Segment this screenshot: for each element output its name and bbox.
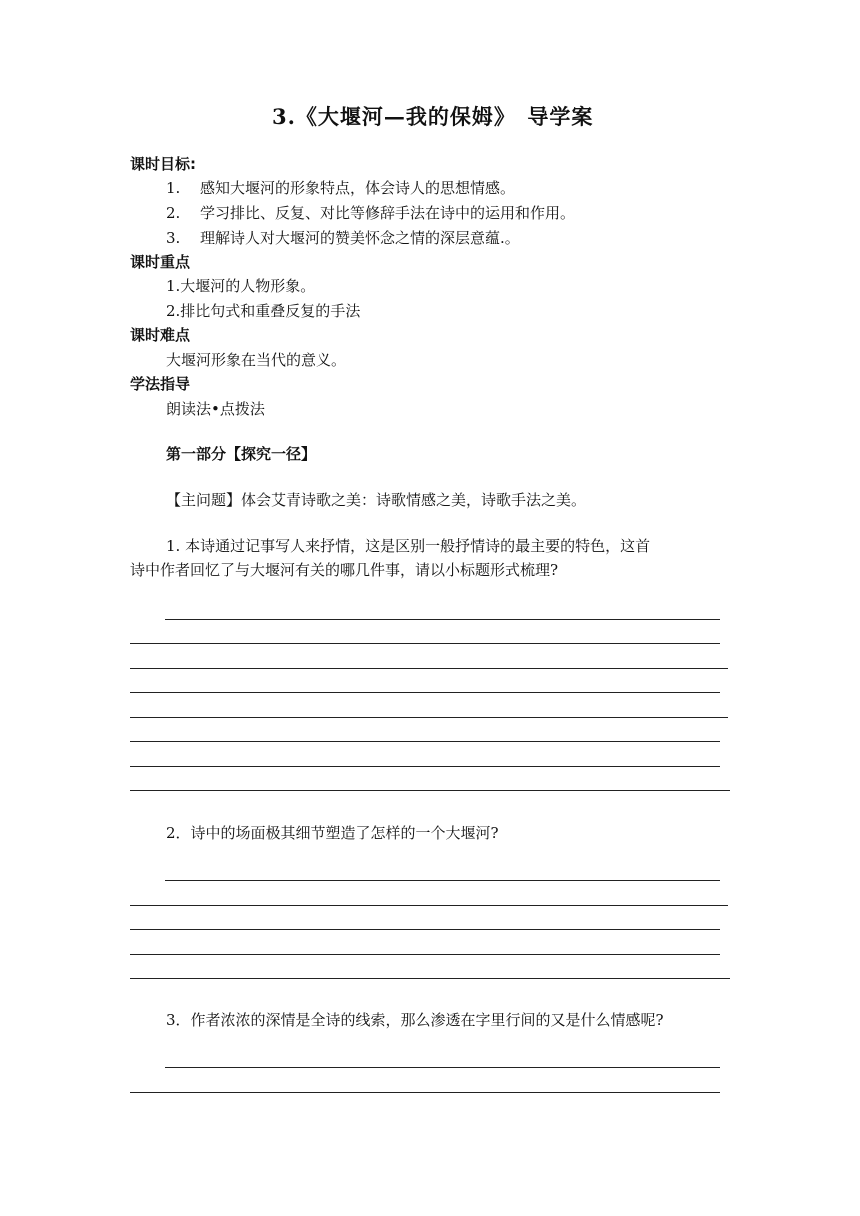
objective-num: 3. [166,229,181,247]
objective-num: 1. [166,179,181,197]
answer-line[interactable] [130,929,720,930]
objective-item [166,177,515,198]
answer-line[interactable] [130,905,728,906]
question-1-line-2: 诗中作者回忆了与大堰河有关的哪几件事，请以小标题形式梳理? [130,561,559,579]
answer-line[interactable] [165,880,720,881]
question-3: 3．作者浓浓的深情是全诗的线索，那么渗透在字里行间的又是什么情感呢? [166,1011,664,1029]
answer-line[interactable] [130,1092,720,1093]
method-heading: 学法指导 [130,375,191,393]
answer-line[interactable] [130,668,728,669]
answer-line[interactable] [165,619,720,620]
answer-line[interactable] [130,692,720,693]
answer-line[interactable] [165,1067,720,1068]
objective-num: 2. [166,204,181,222]
focus-heading: 课时重点 [130,253,191,271]
difficulty-text: 大堰河形象在当代的意义。 [166,351,347,369]
objective-text: 理解诗人对大堰河的赞美怀念之情的深层意蕴.。 [200,229,520,247]
objectives-heading: 课时目标: [130,155,196,173]
answer-line[interactable] [130,741,720,742]
page-title: 3.《大堰河—我的保姆》 导学案 [272,104,594,129]
part1-heading: 第一部分【探究一径】 [166,445,317,463]
method-text: 朗读法•点拨法 [166,400,265,418]
main-question: 【主问题】体会艾青诗歌之美：诗歌情感之美，诗歌手法之美。 [166,491,587,509]
difficulty-heading: 课时难点 [130,326,191,344]
objective-text: 学习排比、反复、对比等修辞手法在诗中的运用和作用。 [200,204,576,222]
focus-item: 1.大堰河的人物形象。 [166,277,316,295]
objective-item [166,227,520,248]
answer-line[interactable] [130,954,720,955]
objective-item [166,202,575,223]
question-1-line-1: 1. 本诗通过记事写人来抒情，这是区别一般抒情诗的最主要的特色，这首 [166,537,651,555]
question-2: 2．诗中的场面极其细节塑造了怎样的一个大堰河? [166,824,499,842]
answer-line[interactable] [130,978,730,979]
answer-line[interactable] [130,766,720,767]
answer-line[interactable] [130,643,720,644]
focus-item: 2.排比句式和重叠反复的手法 [166,302,361,320]
answer-line[interactable] [130,717,728,718]
objective-text: 感知大堰河的形象特点，体会诗人的思想情感。 [200,179,516,197]
answer-line[interactable] [130,790,730,791]
